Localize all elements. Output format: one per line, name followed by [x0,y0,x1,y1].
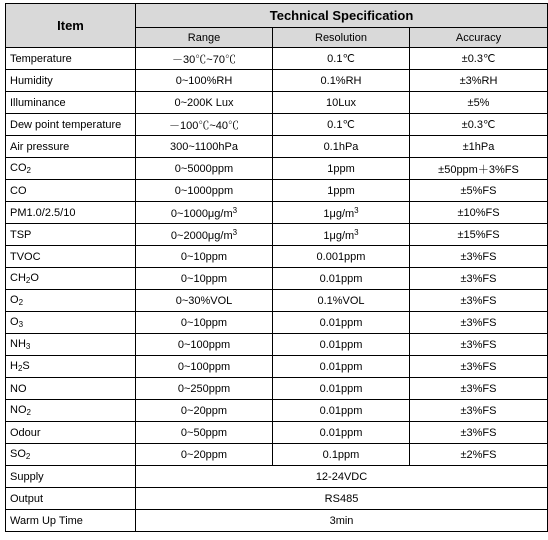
range-cell: 300~1100hPa [136,136,273,158]
resolution-cell: 0.1℃ [273,48,410,70]
accuracy-cell: ±3%FS [410,334,548,356]
table-row [6,246,548,268]
item-cell: Illuminance [6,92,136,114]
item-cell: TSP [6,224,136,246]
table-row [6,114,548,136]
item-cell-tail: S [22,360,30,372]
item-cell: TVOC [6,246,136,268]
resolution-cell: 0.1ppm [273,444,410,466]
table-row [6,400,548,422]
resolution-cell-superscript: 3 [354,227,359,237]
item-cell-text: O [10,316,19,328]
accuracy-cell: ±3%FS [410,312,548,334]
resolution-cell: 0.1%VOL [273,290,410,312]
range-cell: －100℃~40℃ [136,114,273,136]
range-cell: 0~100ppm [136,334,273,356]
item-cell [6,312,136,334]
table-row [6,158,548,180]
table-row [6,70,548,92]
item-cell-text: SO [10,448,26,460]
range-cell: 0~200K Lux [136,92,273,114]
table-row [6,378,548,400]
item-cell: Warm Up Time [6,510,136,532]
range-cell: 0~10ppm [136,312,273,334]
range-cell: 0~10ppm [136,268,273,290]
accuracy-cell: ±3%FS [410,422,548,444]
resolution-cell [273,224,410,246]
item-cell-text: NH [10,338,26,350]
accuracy-cell: ±0.3℃ [410,48,548,70]
item-cell [6,356,136,378]
item-cell-tail: O [30,272,39,284]
accuracy-cell: ±3%FS [410,356,548,378]
range-cell: 0~5000ppm [136,158,273,180]
range-cell-superscript: 3 [232,205,238,215]
range-cell-text: 0~1000μg/m [170,207,233,220]
item-cell-text: H [10,360,18,372]
item-cell: Air pressure [6,136,136,158]
accuracy-cell: ±3%FS [410,246,548,268]
item-cell-text: CH [10,272,26,284]
range-cell: 0~30%VOL [136,290,273,312]
table-row [6,224,548,246]
accuracy-cell: ±3%FS [410,400,548,422]
range-cell: 0~250ppm [136,378,273,400]
range-cell: 0~10ppm [136,246,273,268]
item-cell [6,290,136,312]
header-technical-specification: Technical Specification [136,4,548,28]
table-row [6,48,548,70]
item-cell-subscript: 2 [18,298,24,307]
table-row [6,466,548,488]
header-range: Range [136,28,273,48]
table-row [6,334,548,356]
item-cell: Supply [6,466,136,488]
item-cell [6,400,136,422]
item-cell: NO [6,378,136,400]
accuracy-cell: ±3%FS [410,268,548,290]
range-cell: －30℃~70℃ [136,48,273,70]
resolution-cell: 0.01ppm [273,378,410,400]
table-row [6,202,548,224]
resolution-cell: 10Lux [273,92,410,114]
range-cell: 0~50ppm [136,422,273,444]
table-row [6,136,548,158]
merged-value-cell: 12-24VDC [136,466,548,488]
item-cell [6,268,136,290]
header-row-top [6,4,548,28]
item-cell: Dew point temperature [6,114,136,136]
resolution-cell: 0.01ppm [273,400,410,422]
range-cell: 0~20ppm [136,444,273,466]
item-cell: Temperature [6,48,136,70]
item-cell-text: NO [10,404,27,416]
table-row [6,422,548,444]
item-cell [6,158,136,180]
resolution-cell: 1ppm [273,158,410,180]
range-cell: 0~20ppm [136,400,273,422]
table-row [6,510,548,532]
header-accuracy: Accuracy [410,28,548,48]
item-cell-subscript: 2 [17,364,23,373]
item-cell: Odour [6,422,136,444]
range-cell: 0~100%RH [136,70,273,92]
item-cell-text: CO [10,162,27,174]
table-row [6,92,548,114]
accuracy-cell: ±50ppm＋3%FS [410,158,548,180]
item-cell-text: O [10,294,19,306]
range-cell [136,224,273,246]
item-cell-subscript: 2 [25,276,31,285]
table-row [6,268,548,290]
table-row [6,444,548,466]
resolution-cell: 0.01ppm [273,422,410,444]
resolution-cell-text: 1μg/m [323,229,355,242]
accuracy-cell: ±5% [410,92,548,114]
header-resolution: Resolution [273,28,410,48]
table-row [6,488,548,510]
resolution-cell-superscript: 3 [354,205,359,215]
resolution-cell: 0.1%RH [273,70,410,92]
resolution-cell: 0.01ppm [273,312,410,334]
range-cell-superscript: 3 [232,227,238,237]
resolution-cell-text: 1μg/m [323,207,355,220]
accuracy-cell: ±3%RH [410,70,548,92]
accuracy-cell: ±10%FS [410,202,548,224]
range-cell: 0~100ppm [136,356,273,378]
table-row [6,180,548,202]
merged-value-cell: RS485 [136,488,548,510]
spec-table [5,3,548,532]
range-cell-text: 0~2000μg/m [170,229,233,242]
accuracy-cell: ±1hPa [410,136,548,158]
spec-body [6,48,548,532]
resolution-cell [273,202,410,224]
range-cell: 0~1000ppm [136,180,273,202]
table-row [6,312,548,334]
resolution-cell: 0.1℃ [273,114,410,136]
accuracy-cell: ±3%FS [410,378,548,400]
resolution-cell: 0.01ppm [273,268,410,290]
header-item: Item [6,4,136,48]
accuracy-cell: ±15%FS [410,224,548,246]
merged-value-cell: 3min [136,510,548,532]
item-cell: Output [6,488,136,510]
accuracy-cell: ±2%FS [410,444,548,466]
range-cell [136,202,273,224]
resolution-cell: 0.001ppm [273,246,410,268]
accuracy-cell: ±0.3℃ [410,114,548,136]
item-cell-subscript: 3 [18,320,24,329]
table-row [6,290,548,312]
item-cell-subscript: 2 [25,452,31,461]
item-cell: Humidity [6,70,136,92]
accuracy-cell: ±3%FS [410,290,548,312]
table-row [6,356,548,378]
resolution-cell: 0.01ppm [273,334,410,356]
resolution-cell: 1ppm [273,180,410,202]
item-cell-subscript: 3 [25,342,31,351]
item-cell-subscript: 2 [26,408,31,417]
item-cell [6,444,136,466]
resolution-cell: 0.1hPa [273,136,410,158]
resolution-cell: 0.01ppm [273,356,410,378]
item-cell: CO [6,180,136,202]
item-cell: PM1.0/2.5/10 [6,202,136,224]
item-cell [6,334,136,356]
accuracy-cell: ±5%FS [410,180,548,202]
item-cell-subscript: 2 [26,166,31,175]
